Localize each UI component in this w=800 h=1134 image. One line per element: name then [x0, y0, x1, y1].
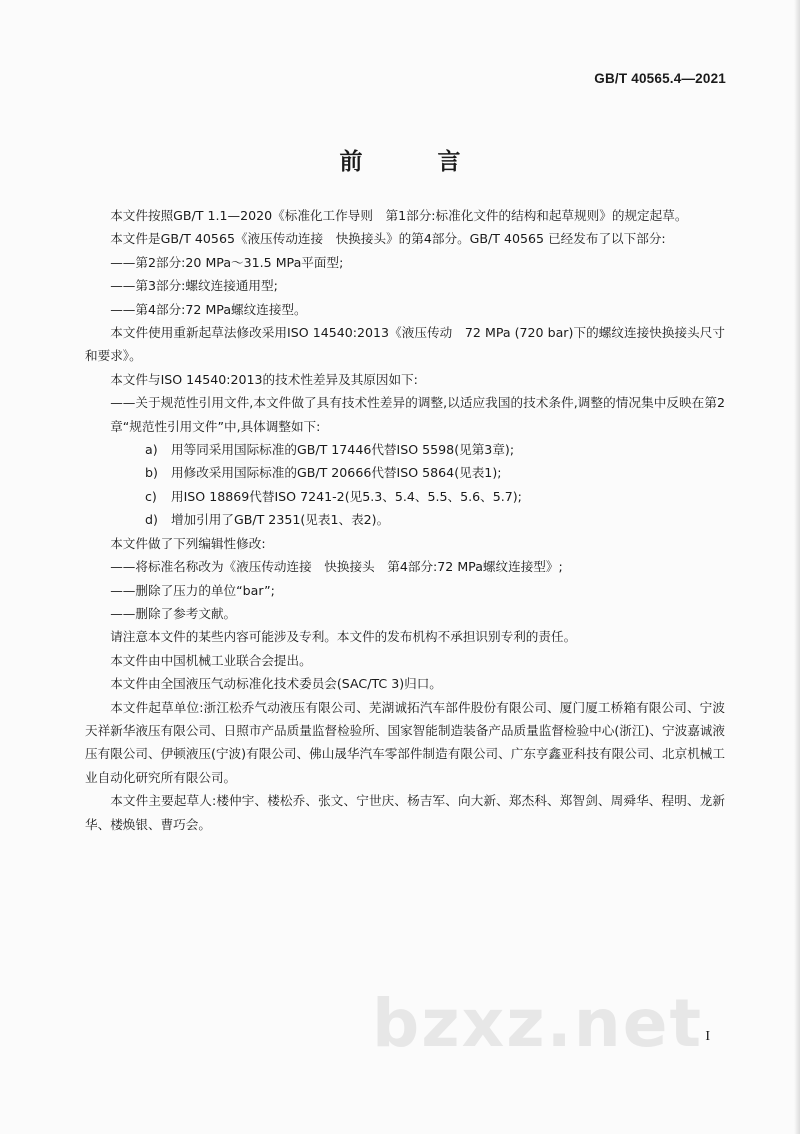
paragraph-proposed-by: 本文件由中国机械工业联合会提出。 — [110, 652, 312, 668]
document-body — [85, 204, 725, 836]
page-number: I — [705, 1029, 710, 1044]
paragraph-patent-notice: 请注意本文件的某些内容可能涉及专利。本文件的发布机构不承担识别专利的责任。 — [110, 629, 577, 645]
page-title: 前 言 — [339, 149, 487, 175]
paragraph-technical-differences: 本文件与ISO 14540:2013的技术性差异及其原因如下: — [110, 371, 418, 387]
list-item-a — [85, 438, 725, 461]
list-item-remove-bibliography: ——删除了参考文献。 — [110, 605, 237, 621]
paragraph-drafting-rules: 本文件按照GB/T 1.1—2020《标准化工作导则 第1部分:标准化文件的结构和起草规则》的规定起草。 — [110, 208, 688, 223]
paragraph-drafting-organizations: 本文件起草单位:浙江松乔气动液压有限公司、芜湖诚拓汽车部件股份有限公司、厦门厦工桥箱有限公司、宁波天祥新华液压有限公司、日照市产品质量监督检验所、国家智能制造装备产品质量监督检验中心(浙江)、宁波嘉诚液压有限公司、伊顿液压(宁波)有限公司、佛山晟华汽车零部件制造有限公司、广东亨鑫亚科技有限公司、北京机械工业自动化研究所有限公司。 — [85, 699, 725, 785]
item-letter: b) — [145, 465, 158, 481]
paragraph-drafters: 本文件主要起草人:楼仲宇、楼松乔、张文、宁世庆、杨吉军、向大新、郑杰科、郑智剑、周舜华、程明、龙新华、楼焕银、曹巧会。 — [85, 793, 725, 832]
item-letter: a) — [145, 442, 158, 458]
paragraph-iso-adoption: 本文件使用重新起草法修改采用ISO 14540:2013《液压传动 72 MPa (720 bar)下的螺纹连接快换接头尺寸和要求》。 — [85, 325, 725, 364]
item-letter: c) — [145, 488, 157, 504]
item-text: 增加引用了GB/T 2351(见表1、表2)。 — [171, 512, 390, 528]
list-item-normative-references: ——关于规范性引用文件,本文件做了具有技术性差异的调整,以适应我国的技术条件,调整的情况集中反映在第2章“规范性引用文件”中,具体调整如下: — [110, 395, 725, 434]
list-item-rename: ——将标准名称改为《液压传动连接 快换接头 第4部分:72 MPa螺纹连接型》; — [110, 559, 563, 575]
paragraph-editorial-changes: 本文件做了下列编辑性修改: — [110, 535, 266, 551]
paragraph-under-jurisdiction: 本文件由全国液压气动标准化技术委员会(SAC/TC 3)归口。 — [110, 676, 442, 692]
list-item-part-4: ——第4部分:72 MPa螺纹连接型。 — [110, 301, 307, 317]
item-text: 用修改采用国际标准的GB/T 20666代替ISO 5864(见表1); — [171, 465, 502, 481]
item-text: 用ISO 18869代替ISO 7241-2(见5.3、5.4、5.5、5.6、5.7); — [171, 488, 522, 504]
standard-number: GB/T 40565.4—2021 — [594, 71, 726, 86]
list-item-d — [85, 508, 725, 531]
paragraph-series-parts: 本文件是GB/T 40565《液压传动连接 快换接头》的第4部分。GB/T 40565 已经发布了以下部分: — [110, 231, 666, 247]
item-letter: d) — [145, 512, 158, 528]
list-item-b — [85, 461, 725, 484]
item-text: 用等同采用国际标准的GB/T 17446代替ISO 5598(见第3章); — [171, 442, 515, 458]
list-item-part-3: ——第3部分:螺纹连接通用型; — [110, 278, 278, 294]
list-item-remove-bar: ——删除了压力的单位“bar”; — [110, 582, 275, 598]
watermark: bzxz.net — [372, 985, 704, 1062]
list-item-c — [85, 485, 725, 508]
list-item-part-2: ——第2部分:20 MPa～31.5 MPa平面型; — [110, 254, 344, 270]
